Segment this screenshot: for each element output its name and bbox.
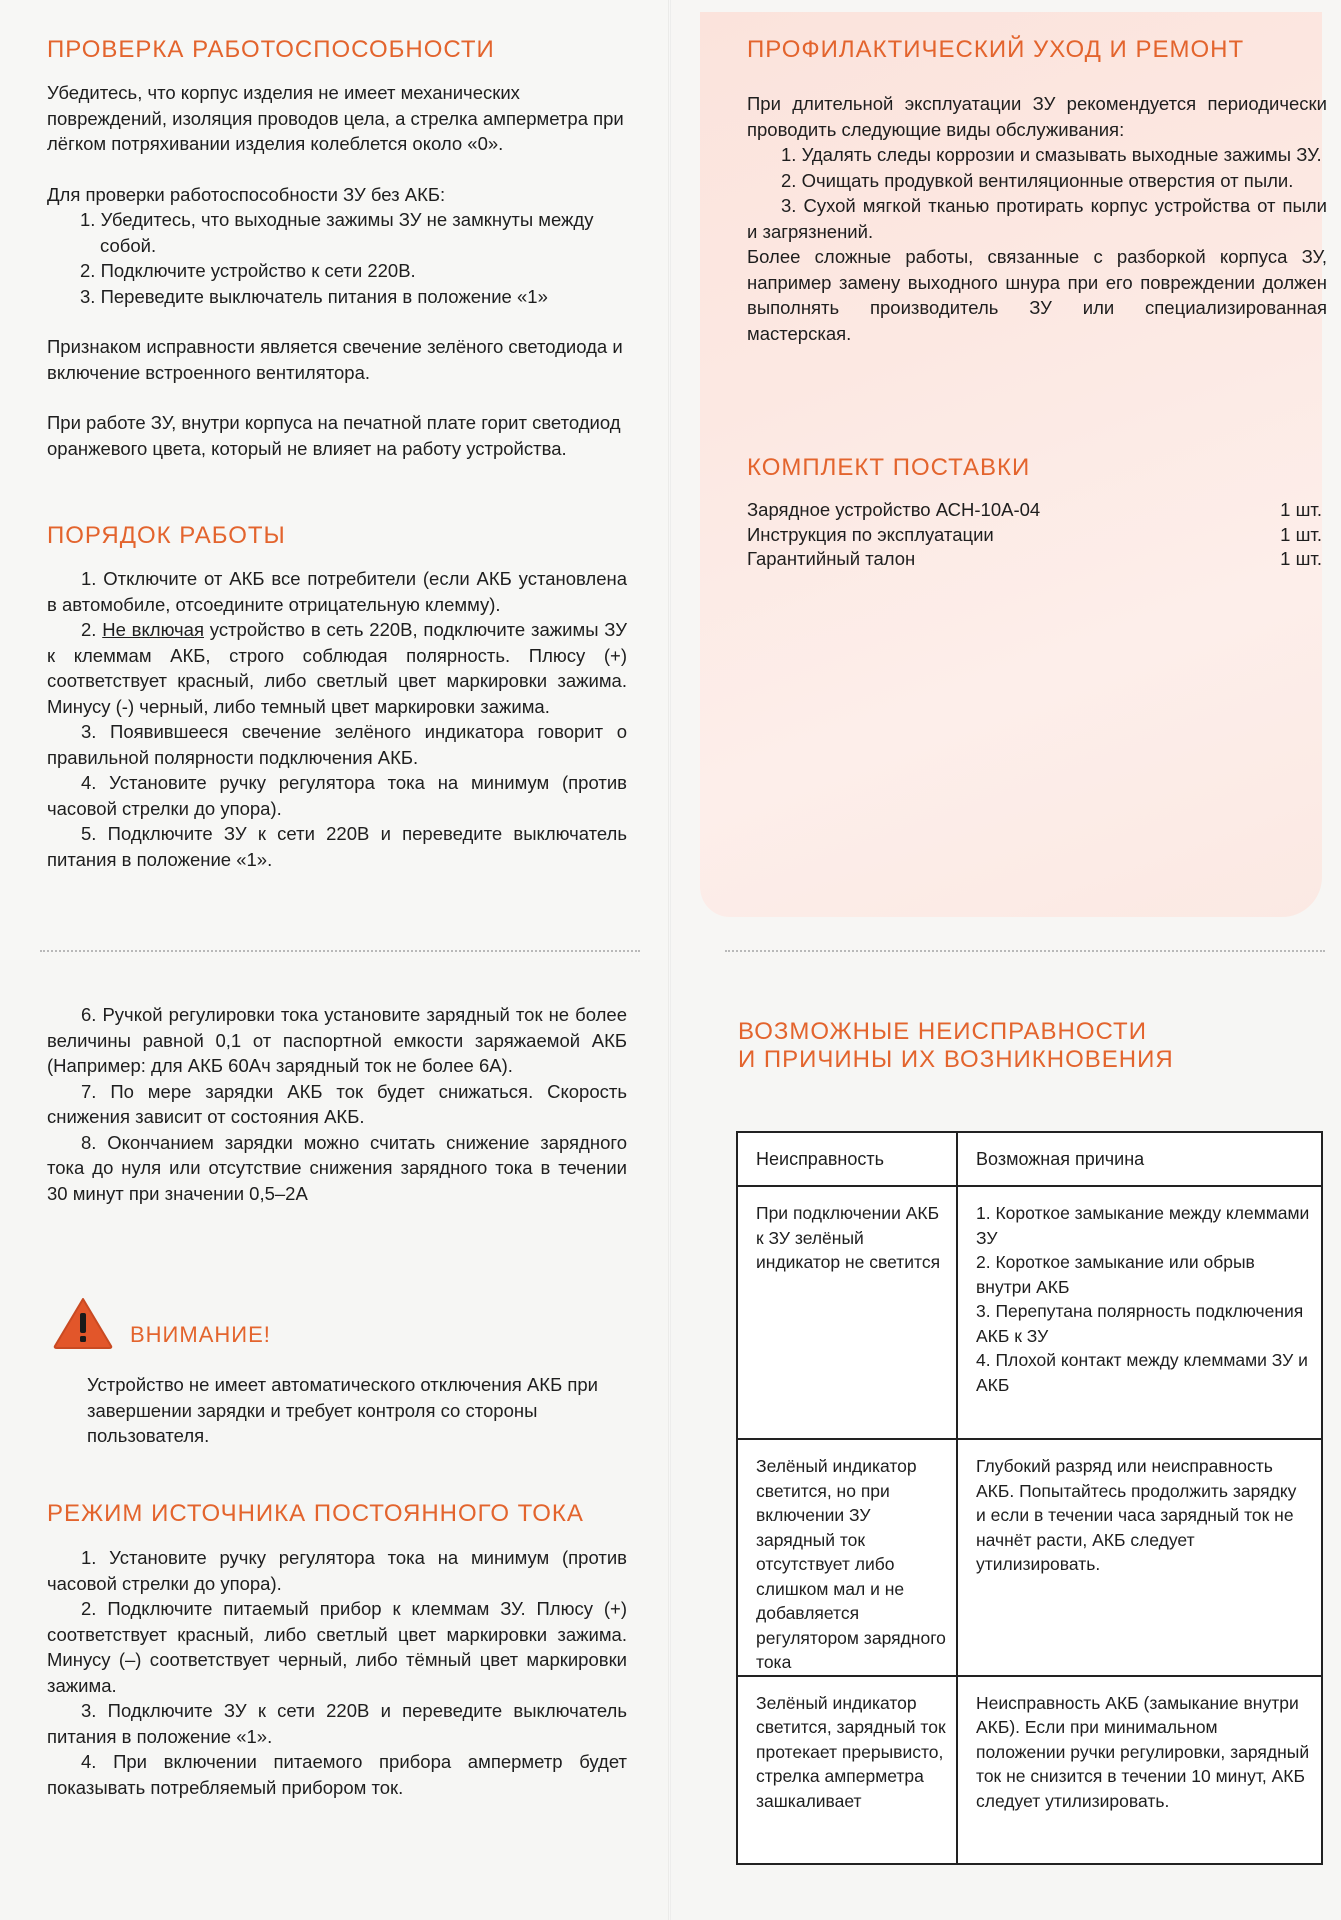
dc-step-2: 2. Подключите питаемый прибор к клеммам ЗУ. Плюсу (+) соответствует красный, либо светлый цвет маркировки зажима. Минусу (–) соответствует черный, либо тёмный цвет маркировки зажима.: [47, 1598, 627, 1696]
dc-step-4: 4. При включении питаемого прибора амперметр будет показывать потребляемый прибором ток.: [47, 1751, 627, 1798]
table-row: [737, 1186, 1322, 1439]
list-item: [747, 498, 1322, 523]
check-steps-list: [47, 207, 627, 309]
maintenance-item-3: 3. Сухой мягкой тканью протирать корпус устройства от пыли и загрязнений.: [747, 195, 1327, 242]
faults-table: [736, 1131, 1323, 1865]
table-row: [737, 1439, 1322, 1676]
column-header-cause: Возможная причина: [957, 1132, 1322, 1186]
column-header-fault: Неисправность: [737, 1132, 957, 1186]
section-title-dc-mode: РЕЖИМ ИСТОЧНИКА ПОСТОЯННОГО ТОКА: [47, 1500, 584, 1527]
order-step-8: 8. Окончанием зарядки можно считать снижение зарядного тока до нуля или отсутствие снижения зарядного тока в течении 30 минут при значении 0,5–2А: [47, 1131, 627, 1204]
list-item: [747, 547, 1322, 572]
list-item: [747, 523, 1322, 548]
section-order-part1: [47, 566, 627, 872]
check-note: При работе ЗУ, внутри корпуса на печатной плате горит светодиод оранжевого цвета, который не влияет на работу устройства.: [47, 412, 621, 459]
order-step-6: 6. Ручкой регулировки тока установите зарядный ток не более величины равной 0,1 от паспортной емкости заряжаемой АКБ (Например: для АКБ 60Ач зарядный ток не более 6А).: [47, 1004, 627, 1076]
maintenance-item-1: 1. Удалять следы коррозии и смазывать выходные зажимы ЗУ.: [781, 144, 1322, 165]
warning-icon: [52, 1296, 114, 1350]
check-intro: Убедитесь, что корпус изделия не имеет механических повреждений, изоляция проводов цела, а стрелка амперметра при лёгком потряхивании изделия колеблется около «0».: [47, 82, 624, 154]
list-item: 3. Переведите выключатель питания в положение «1»: [80, 285, 548, 307]
cause-item: 1. Короткое замыкание между клеммами ЗУ: [976, 1203, 1310, 1248]
maintenance-outro: Более сложные работы, связанные с разборкой корпуса ЗУ, например замену выходного шнура при его повреждении должен выполнять производитель ЗУ или специализированная мастерская.: [747, 246, 1327, 344]
cause-item: 4. Плохой контакт между клеммами ЗУ и АКБ: [976, 1350, 1308, 1395]
order-step-1: 1. Отключите от АКБ все потребители (если АКБ установлена в автомобиле, отсоедините отрицательную клемму).: [47, 568, 627, 615]
warning-text: Устройство не имеет автоматического отключения АКБ при завершении зарядки и требует контроля со стороны пользователя.: [87, 1374, 598, 1446]
faults-title-line-1: ВОЗМОЖНЫЕ НЕИСПРАВНОСТИ: [738, 1018, 1147, 1045]
kit-item-name: Инструкция по эксплуатации: [747, 523, 994, 545]
kit-item-qty: 1 шт.: [1280, 548, 1322, 569]
section-title-maintenance: ПРОФИЛАКТИЧЕСКИЙ УХОД И РЕМОНТ: [747, 36, 1245, 63]
kit-item-name: Гарантийный талон: [747, 548, 916, 569]
cause-cell: Неисправность АКБ (замыкание внутри АКБ). Если при минимальном положении ручки регулировки, зарядный ток не снизится в течении 10 минут, АКБ следует утилизировать.: [957, 1676, 1322, 1864]
section-title-kit: КОМПЛЕКТ ПОСТАВКИ: [747, 454, 1031, 481]
check-sign: Признаком исправности является свечение зелёного светодиода и включение встроенного вентилятора.: [47, 336, 623, 383]
maintenance-item-2: 2. Очищать продувкой вентиляционные отверстия от пыли.: [781, 169, 1294, 191]
order-step-2: 2. Не включая устройство в сеть 220В, подключите зажимы ЗУ к клеммам АКБ, строго соблюдая полярность. Плюсу (+) соответствует красный, либо светлый цвет маркировки зажима. Минусу (-) черный, либо темный цвет маркировки зажима.: [47, 619, 627, 717]
order-step-4: 4. Установите ручку регулятора тока на минимум (против часовой стрелки до упора).: [47, 772, 627, 819]
cause-item: 2. Короткое замыкание или обрыв внутри АКБ: [976, 1252, 1255, 1297]
order-step-7: 7. По мере зарядки АКБ ток будет снижаться. Скорость снижения зависит от состояния АКБ.: [47, 1080, 627, 1127]
section-title-faults: [738, 1018, 1174, 1074]
dc-step-1: 1. Установите ручку регулятора тока на минимум (против часовой стрелки до упора).: [47, 1547, 627, 1594]
check-steps-heading: Для проверки работоспособности ЗУ без АКБ:: [47, 183, 446, 205]
dc-step-3: 3. Подключите ЗУ к сети 220В и переведите выключатель питания в положение «1».: [47, 1700, 627, 1747]
fault-cell: Зелёный индикатор светится, но при включении ЗУ зарядный ток отсутствует либо слишком мал и не добавляется регулятором зарядного тока: [737, 1439, 957, 1676]
list-item: 1. Убедитесь, что выходные зажимы ЗУ не замкнуты между собой.: [80, 209, 594, 256]
faults-title-line-2: И ПРИЧИНЫ ИХ ВОЗНИКНОВЕНИЯ: [738, 1046, 1174, 1073]
section-maintenance: [747, 91, 1327, 346]
table-header-row: [737, 1132, 1322, 1186]
kit-item-qty: 1 шт.: [1280, 499, 1322, 520]
fold-line-vertical: [668, 0, 671, 1920]
order-step-5: 5. Подключите ЗУ к сети 220В и переведите выключатель питания в положение «1».: [47, 823, 627, 870]
fault-cell: Зелёный индикатор светится, зарядный ток протекает прерывисто, стрелка амперметра зашкаливает: [737, 1676, 957, 1864]
section-title-order: ПОРЯДОК РАБОТЫ: [47, 522, 286, 549]
table-row: [737, 1676, 1322, 1864]
kit-list: [747, 498, 1327, 572]
fold-line-left: [40, 950, 640, 952]
kit-item-qty: 1 шт.: [1280, 523, 1322, 545]
section-dc-mode: [47, 1545, 627, 1800]
section-title-check: ПРОВЕРКА РАБОТОСПОСОБНОСТИ: [47, 36, 495, 63]
warning-title: ВНИМАНИЕ!: [130, 1322, 271, 1347]
cause-cell: [957, 1186, 1322, 1439]
list-item: 2. Подключите устройство к сети 220В.: [80, 260, 416, 281]
order-step-3: 3. Появившееся свечение зелёного индикатора говорит о правильной полярности подключения АКБ.: [47, 721, 627, 768]
kit-item-name: Зарядное устройство АСН-10А-04: [747, 499, 1041, 520]
cause-item: 3. Перепутана полярность подключения АКБ к ЗУ: [976, 1301, 1304, 1346]
cause-cell: Глубокий разряд или неисправность АКБ. Попытайтесь продолжить зарядку и если в течении часа зарядный ток не начнёт расти, АКБ следует утилизировать.: [957, 1439, 1322, 1676]
section-order-part2: [47, 1002, 627, 1206]
maintenance-intro: При длительной эксплуатации ЗУ рекомендуется периодически проводить следующие виды обслуживания:: [747, 93, 1327, 140]
fold-line-right: [725, 950, 1325, 952]
section-check: [47, 80, 627, 461]
fault-cell: При подключении АКБ к ЗУ зелёный индикатор не светится: [737, 1186, 957, 1439]
